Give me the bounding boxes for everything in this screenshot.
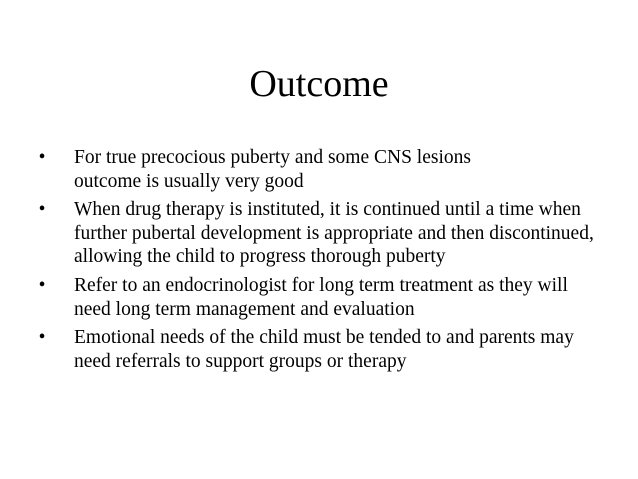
bullet-item xyxy=(32,198,602,269)
bullet-item xyxy=(32,274,602,321)
bullet-list xyxy=(32,146,602,378)
bullet-icon: • xyxy=(38,327,46,349)
bullet-text: Refer to an endocrinologist for long term treatment as they will need long term management and evaluation xyxy=(74,274,568,320)
bullet-icon: • xyxy=(38,274,46,296)
bullet-item xyxy=(32,326,602,373)
bullet-text: For true precocious puberty and some CNS lesions outcome is usually very good xyxy=(74,147,471,192)
bullet-icon: • xyxy=(38,147,46,168)
slide-title: Outcome xyxy=(249,63,389,105)
bullet-icon: • xyxy=(38,199,46,221)
bullet-item xyxy=(32,146,540,193)
bullet-text: Emotional needs of the child must be tended to and parents may need referrals to support groups or therapy xyxy=(74,327,574,372)
bullet-text: When drug therapy is instituted, it is continued until a time when further pubertal development is appropriate and then discontinued, allowing the child to progress thorough puberty xyxy=(74,199,594,268)
